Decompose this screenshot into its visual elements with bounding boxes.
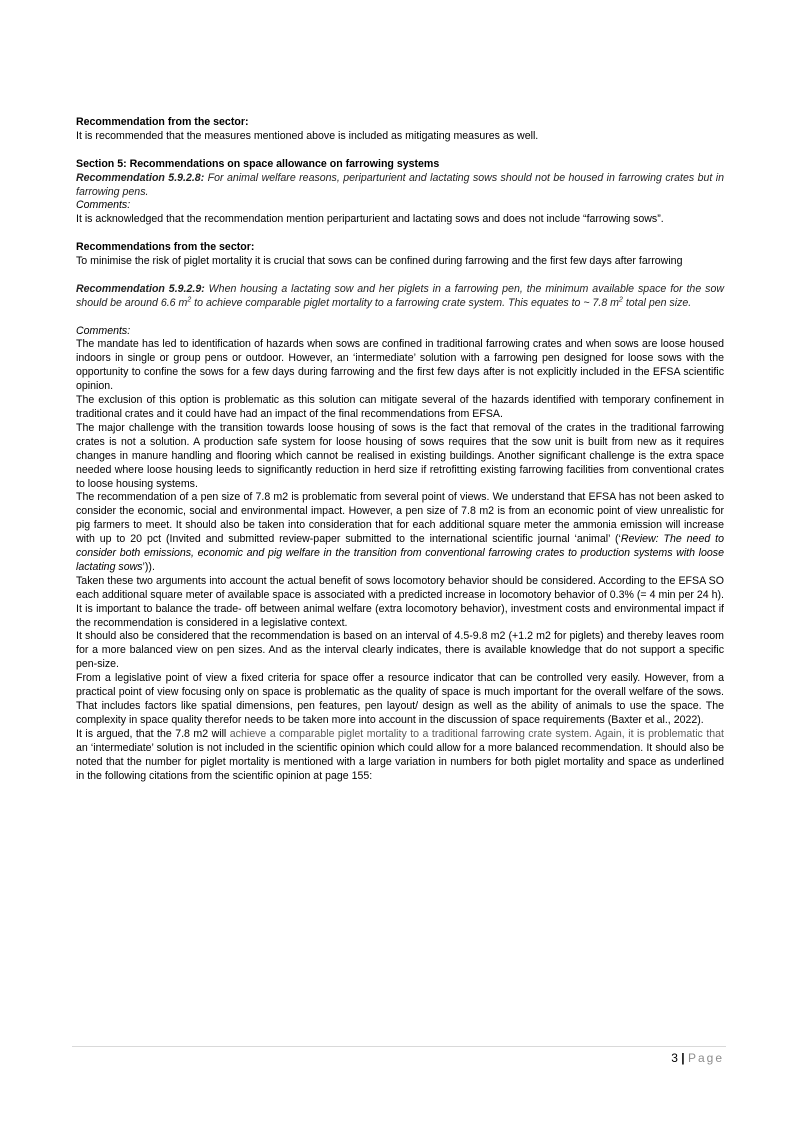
footer-separator: | [681,1051,685,1065]
recommendation-label: Recommendation 5.9.2.9: [76,282,205,295]
comments-label: Comments: [76,324,131,337]
recommendation-5-9-2-8 [76,172,724,200]
review-title: Review: The need to consider both emissions, economic and pig welfare in the transition from conventional farrowing crates to production systems with loose lactating sows [76,533,725,573]
sector-recommendations-heading: Recommendations from the sector: [76,241,255,254]
body-paragraph: The exclusion of this option is problematic as this solution can mitigate several of the hazards identified with temporary confinement in traditional crates and it could have had an impact of the final recommendations from EFSA. [76,394,724,420]
recommendation-text: For animal welfare reasons, periparturient and lactating sows should not be housed in farrowing crates but in farrowing pens. [76,171,724,198]
body-paragraph: The mandate has led to identification of hazards when sows are confined in traditional farrowing crates and when sows are loose housed indoors in single or group pens or outdoor. However, an ‘intermediate’ solution with a farrowing pen designed for loose sows with the opportunity to confine the sows for a few days during farrowing and the first few days after is not explicitly included in the EFSA scientific opinion. [76,338,724,393]
page-content [76,116,724,783]
page-label: Page [687,1051,724,1065]
recommendation-5-9-2-9: Recommendation 5.9.2.9: When housing a lactating sow and her piglets in a farrowing pen, the minimum available space for the sow should be around 6.6 $m^2$ to achieve comparable piglet mortality to a farrowing crate system. This equates to ~ 7.8 $m^2$ total pen size. [76,282,724,309]
body-paragraph: Taken these two arguments into account the actual benefit of sows locomotory behavior should be considered. According to the EFSA SO each additional square meter of available space is associated with a predicted increase in locomotory behavior of 0.3% (= 4 min per 24 h). It is important to balance the trade- off between animal welfare (extra locomotory behavior), investment costs and environmental impact if the recommendation is considered in a legislative context. [76,574,724,629]
sector-recommendation-heading: Recommendation from the sector: [76,116,249,128]
recommendation-label: Recommendation 5.9.2.8: [76,171,205,184]
sector-recommendation-text: It is recommended that the measures mentioned above is included as mitigating measures as well. [76,129,539,142]
comment-paragraph: It is acknowledged that the recommendation mention periparturient and lactating sows and does not include “farrowing sows”. [76,213,664,226]
sector-recommendations-text: To minimise the risk of piglet mortality it is crucial that sows can be confined during farrowing and the first few days after farrowing [76,255,683,268]
piglet-mortality-paragraph: It is argued, that the 7.8 m2 will achieve a comparable piglet mortality to a traditional farrowing crate system. Again, it is problematic that an ‘intermediate’ solution is not included in the scientific opinion which could allow for a more balanced recommendation. It should also be noted that the number for piglet mortality is mentioned with a large variation in numbers for both piglet mortality and space as underlined in the following citations from the scientific opinion at page 155: [76,727,724,782]
footer-divider [72,1046,726,1047]
body-paragraph: From a legislative point of view a fixed criteria for space offer a resource indicator that can be controlled very easily. However, from a practical point of view focusing only on space is problematic as the quality of space is much important for the overall welfare of the sows. That includes factors like spatial dimensions, pen features, pen layout/ design as well as the ability of animals to use the space. The complexity in space quality therefor needs to be taken more into account in the discussion of space requirements (Baxter et al., 2022). [76,672,724,726]
page-number: 3 [671,1051,678,1065]
comments-label: Comments: [76,199,131,212]
body-paragraph: The major challenge with the transition towards loose housing of sows is the fact that removal of the crates in the traditional farrowing crates is not a solution. A production safe system for loose housing of sows requires that the sow unit is built from new as it requires changes in manure handling and flooring which cannot be realised in existing buildings. Another significant challenge is the extra space needed where loose housing leeds to significantly reduction in herd size if retrofitting existing farrowing facilities from conventional crates to loose housing systems. [76,421,724,490]
section-5-heading: Section 5: Recommendations on space allowance on farrowing systems [76,157,440,170]
pen-size-paragraph: The recommendation of a pen size of 7.8 m2 is problematic from several point of views. We understand that EFSA has not been asked to consider the economic, social and environmental impact. However, a pen size of 7.8 m2 is from an economic point of view unrealistic for pig farmers to meet. It should also be taken into consideration that for each additional square meter the ammonia emission will increase with up to 20 pct (Invited and submitted review-paper submitted to the international scientific journal ‘animal’ (‘Review: The need to consider both emissions, economic and pig welfare in the transition from conventional farrowing crates to production systems with loose lactating sows’)). [76,491,725,573]
page-footer [671,1051,724,1065]
body-paragraph: It should also be considered that the recommendation is based on an interval of 4.5-9.8 m2 (+1.2 m2 for piglets) and thereby leaves room for a more balanced view on pen sizes. And as the interval clearly indicates, there is available knowledge that do not support a specific pen-size. [76,630,724,671]
